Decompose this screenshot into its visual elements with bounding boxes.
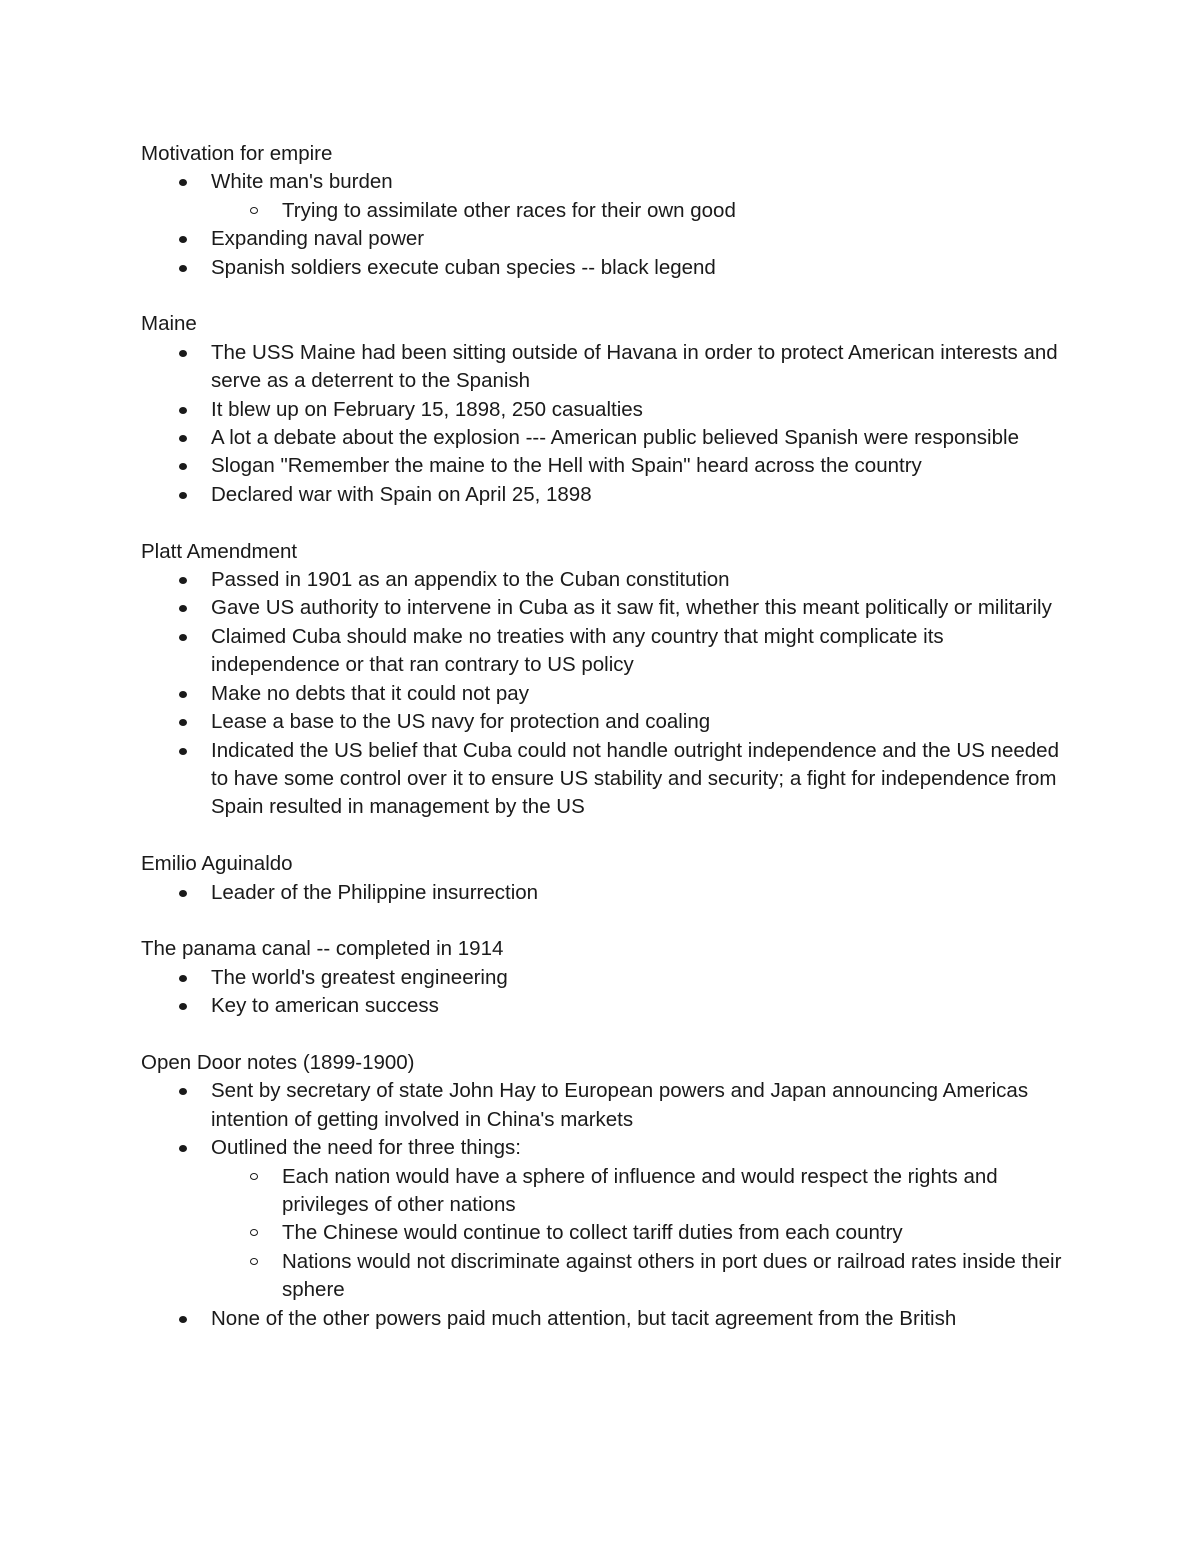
list-item-text: Sent by secretary of state John Hay to European powers and Japan announcing Americas intention of getting involved in China's markets [211, 1079, 1029, 1131]
list-item [211, 1134, 1071, 1304]
list-item [211, 992, 1071, 1020]
list-item-text: Passed in 1901 as an appendix to the Cuban constitution [211, 568, 730, 592]
section-heading: Emilio Aguinaldo [141, 852, 293, 876]
list-item [211, 879, 1071, 907]
list-item [211, 1305, 1071, 1333]
bullet-list [141, 168, 1071, 282]
section-open-door-notes [141, 1049, 1071, 1333]
list-item [211, 1077, 1071, 1134]
list-item [211, 594, 1071, 622]
list-item [211, 254, 1071, 282]
bullet-list [141, 964, 1071, 1021]
section-panama-canal [141, 935, 1071, 1020]
bullet-list [141, 879, 1071, 907]
list-item [211, 680, 1071, 708]
list-item [211, 708, 1071, 736]
list-item-text: Claimed Cuba should make no treaties with any country that might complicate its independence or that ran contrary to US policy [211, 624, 944, 677]
list-item-text: Declared war with Spain on April 25, 1898 [211, 482, 592, 506]
sub-list-item-text: Nations would not discriminate against others in port dues or railroad rates inside their sphere [282, 1249, 1062, 1302]
bullet-list [141, 339, 1071, 509]
list-item-text: Lease a base to the US navy for protection and coaling [211, 710, 711, 734]
list-item [211, 964, 1071, 992]
section-maine [141, 310, 1071, 509]
list-item [211, 623, 1071, 680]
list-item-text: A lot a debate about the explosion --- American public believed Spanish were responsible [211, 426, 1019, 450]
sub-list-item [282, 197, 1071, 225]
list-item [211, 396, 1071, 424]
section-heading: Platt Amendment [141, 539, 298, 563]
list-item [211, 225, 1071, 253]
sub-list-item [282, 1248, 1071, 1305]
list-item [211, 424, 1071, 452]
bullet-list [141, 1077, 1071, 1333]
list-item [211, 566, 1071, 594]
sub-list-item [282, 1163, 1071, 1220]
list-item-text: Outlined the need for three things: [211, 1136, 521, 1160]
bullet-list [141, 566, 1071, 822]
list-item [211, 737, 1071, 822]
sub-bullet-list [211, 1163, 1071, 1305]
list-item-text: Key to american success [211, 994, 439, 1018]
list-item [211, 168, 1071, 225]
section-emilio-aguinaldo [141, 850, 1071, 907]
document-page [141, 140, 1071, 1361]
section-heading: Open Door notes (1899-1900) [141, 1050, 415, 1074]
list-item-text: White man's burden [211, 170, 393, 194]
list-item [211, 452, 1071, 480]
list-item-text: Make no debts that it could not pay [211, 681, 529, 705]
list-item-text: Indicated the US belief that Cuba could not handle outright independence and the US needed to have some control over it to ensure US stability and security; a fight for independence from Spain resulted in management by the US [211, 738, 1059, 819]
section-heading: The panama canal -- completed in 1914 [141, 937, 504, 961]
list-item-text: It blew up on February 15, 1898, 250 casualties [211, 397, 643, 421]
sub-list-item-text: Trying to assimilate other races for their own good [282, 198, 736, 222]
list-item-text: Expanding naval power [211, 227, 425, 251]
sub-list-item-text: Each nation would have a sphere of influence and would respect the rights and privileges of other nations [282, 1164, 998, 1216]
list-item [211, 339, 1071, 396]
list-item-text: Gave US authority to intervene in Cuba as it saw fit, whether this meant politically or militarily [211, 596, 1052, 620]
list-item-text: Leader of the Philippine insurrection [211, 880, 539, 904]
section-platt-amendment [141, 538, 1071, 822]
list-item-text: None of the other powers paid much attention, but tacit agreement from the British [211, 1306, 957, 1330]
section-heading: Motivation for empire [141, 142, 333, 165]
sub-list-item-text: The Chinese would continue to collect tariff duties from each country [282, 1221, 903, 1245]
list-item-text: The USS Maine had been sitting outside of Havana in order to protect American interests and serve as a deterrent to the Spanish [211, 340, 1058, 393]
section-heading: Maine [141, 312, 197, 336]
section-motivation-for-empire [141, 140, 1071, 282]
list-item-text: The world's greatest engineering [211, 965, 508, 989]
list-item-text: Spanish soldiers execute cuban species -- black legend [211, 255, 716, 279]
sub-list-item [282, 1219, 1071, 1247]
list-item [211, 481, 1071, 509]
sub-bullet-list [211, 197, 1071, 225]
list-item-text: Slogan "Remember the maine to the Hell with Spain" heard across the country [211, 454, 922, 478]
